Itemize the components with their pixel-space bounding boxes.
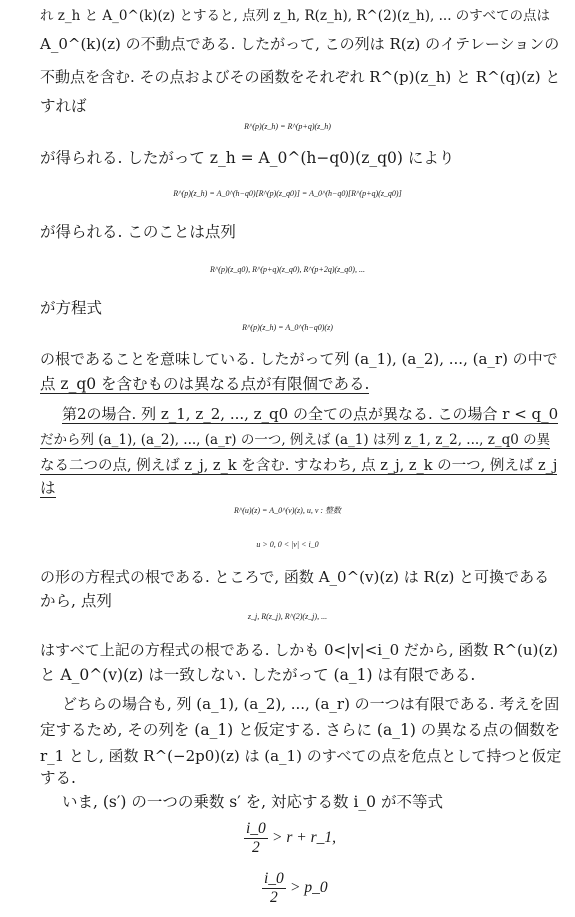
fraction-2: [262, 870, 286, 907]
underlined-text: だから列 (a_1), (a_2), ..., (a_r) の一つ, 例えば (a_1) は列 z_1, z_2, ..., z_q0 の異: [40, 432, 551, 448]
text-line-10: [62, 404, 558, 424]
equation-1: R^(p)(z_h) = R^(p+q)(z_h): [244, 122, 331, 131]
fraction-1: [244, 820, 268, 857]
text-line-9: [40, 374, 369, 394]
underlined-text: 点 z_q0 を含むものは異なる点が有限個である.: [40, 375, 370, 393]
text-line-12: [40, 456, 557, 476]
underlined-text: なる二つの点, 例えば z_j, z_k を含む. すなわち, 点 z_j, z_k の一つ, 例えば z_j: [40, 458, 558, 474]
text-line-19: 定するため, その列を (a_1) と仮定する. さらに (a_1) の異なる点の個数を: [40, 721, 561, 739]
inequality-1: > r + r_1,: [272, 829, 336, 846]
text-line-2: A_0^(k)(z) の不動点である. したがって, この列は R(z) のイテレーションの: [40, 35, 560, 53]
text-line-11: [40, 430, 550, 450]
equation-6: u > 0, 0 < |v| < i_0: [256, 540, 319, 549]
text-line-22: いま, (s′) の一つの乗数 s′ を, 対応する数 i_0 が不等式: [62, 793, 443, 811]
equation-2: R^(p)(z_h) = A_0^(h−q0)[R^(p)(z_q0)] = A_0^(h−q0)[R^(p+q)(z_q0)]: [173, 189, 402, 198]
equation-7: z_j, R(z_j), R^(2)(z_j), ...: [247, 612, 328, 621]
text-line-5: が得られる. したがって z_h = A_0^(h−q0)(z_q0) により: [40, 149, 455, 167]
text-line-4: すれば: [40, 97, 87, 115]
fraction-numerator: i_0: [264, 870, 284, 887]
text-line-14: の形の方程式の根である. ところで, 函数 A_0^(v)(z) は R(z) と可換である: [40, 568, 550, 586]
underlined-text: は: [40, 479, 56, 497]
text-line-20: r_1 とし, 函数 R^(−2p0)(z) は (a_1) のすべての点を危点として持つと仮定: [40, 747, 562, 765]
fraction-denominator: 2: [252, 839, 260, 856]
text-line-13: [40, 478, 56, 498]
inequality-2: > p_0: [290, 879, 328, 896]
text-line-1: れ z_h と A_0^(k)(z) とすると, 点列 z_h, R(z_h), R^(2)(z_h), ... のすべての点は: [40, 8, 551, 24]
text-line-16: はすべて上記の方程式の根である. しかも 0<|v|<i_0 だから, 函数 R^(u)(z): [40, 641, 559, 659]
text-line-7: が方程式: [40, 299, 103, 317]
text-line-21: する.: [40, 769, 76, 787]
equation-3: R^(p)(z_q0), R^(p+q)(z_q0), R^(p+2q)(z_q0), ...: [210, 265, 365, 274]
text-line-3: 不動点を含む. その点およびその函数をそれぞれ R^(p)(z_h) と R^(q)(z) と: [40, 68, 561, 86]
equation-5: R^(u)(z) = A_0^(v)(z), u, v : 整数: [233, 506, 342, 515]
equation-4: R^(p)(z_h) = A_0^(h−q0)(z): [242, 323, 333, 332]
text-line-15: から, 点列: [40, 592, 112, 610]
underlined-text: 第2の場合. 列 z_1, z_2, ..., z_q0 の全ての点が異なる. この場合 r < q_0: [62, 405, 559, 423]
fraction-numerator: i_0: [246, 820, 266, 837]
text-line-6: が得られる. このことは点列: [40, 223, 236, 241]
text-line-17: と A_0^(v)(z) は一致しない. したがって (a_1) は有限である.: [40, 666, 476, 684]
text-line-8: の根であることを意味している. したがって列 (a_1), (a_2), ..., (a_r) の中で: [40, 350, 558, 368]
fraction-denominator: 2: [270, 889, 278, 906]
text-line-18: どちらの場合も, 列 (a_1), (a_2), ..., (a_r) の一つは有限である. 考えを固: [62, 695, 560, 713]
